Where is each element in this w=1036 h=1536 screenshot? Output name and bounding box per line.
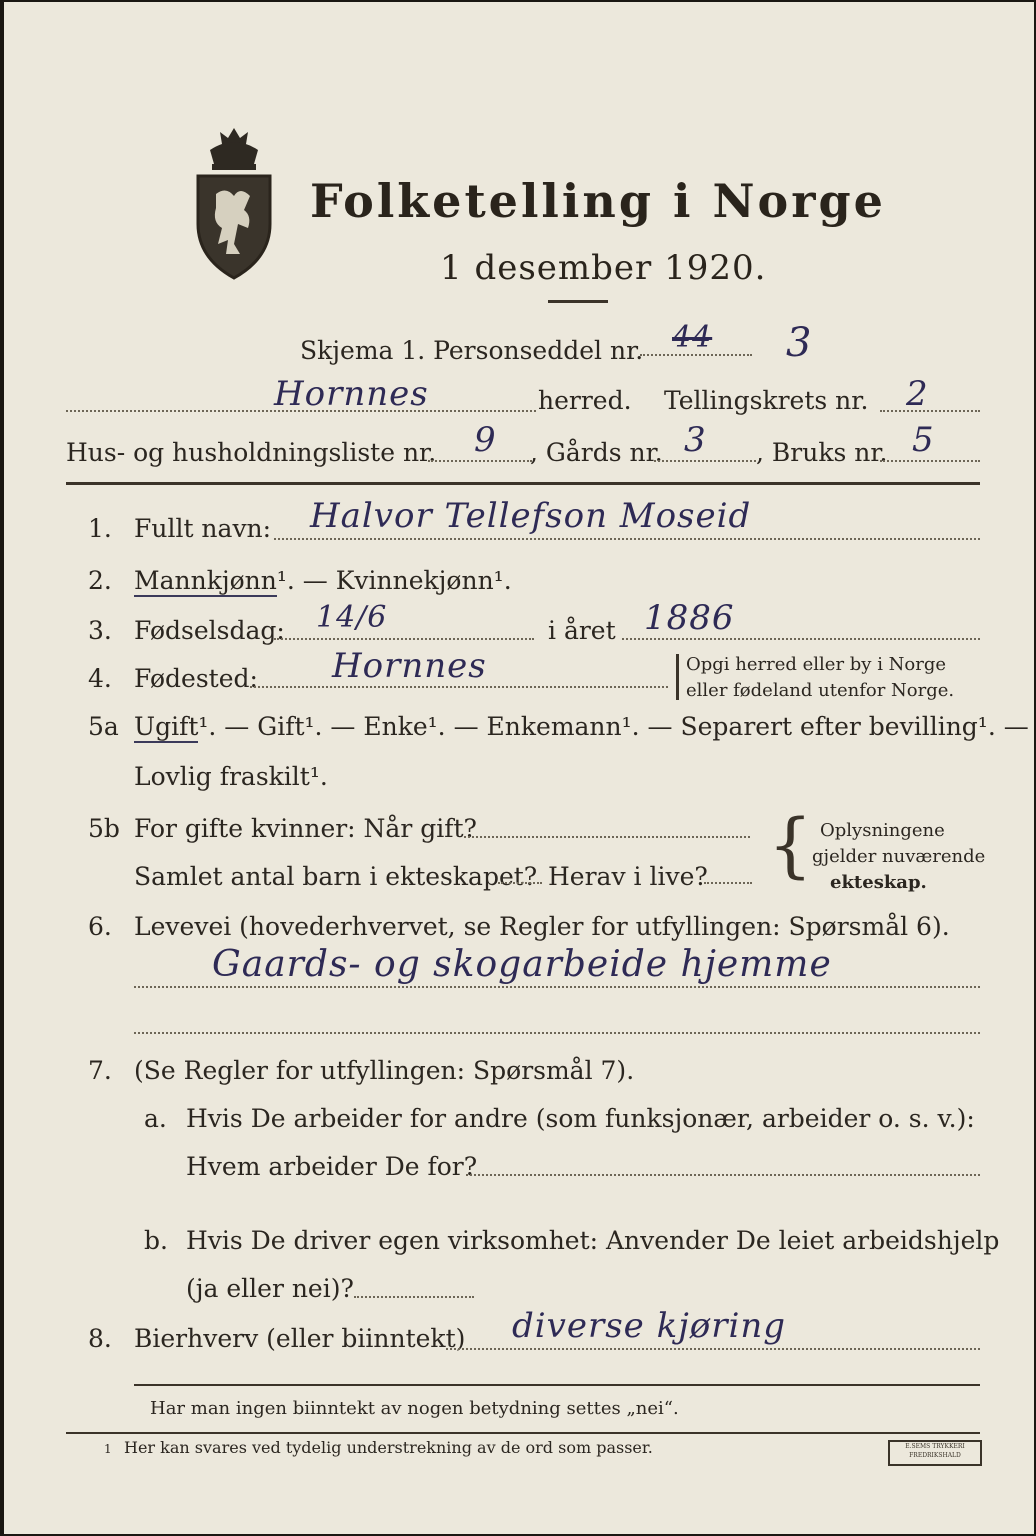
q7b-line1: Hvis De driver egen virksomhet: Anvender De leiet arbeidshjelp — [186, 1226, 1000, 1255]
schema-label: Skjema 1. Personseddel nr. — [300, 336, 644, 365]
q7-label: (Se Regler for utfyllingen: Spørsmål 7). — [134, 1056, 635, 1085]
q8-side-income-value: diverse kjøring — [512, 1306, 787, 1346]
gards-dotted-line — [654, 460, 756, 462]
q6-dotted-line-1 — [134, 986, 980, 988]
household-value: 9 — [474, 420, 497, 460]
q5b-note-line3: ekteskap. — [830, 872, 927, 893]
norway-coat-of-arms-icon — [186, 124, 282, 284]
q4-label: Fødested: — [134, 664, 258, 693]
q4-number: 4. — [88, 664, 112, 693]
header-divider — [66, 482, 980, 485]
printer-stamp-line2: FREDRIKSHALD — [909, 1452, 961, 1459]
q4-note-line1: Opgi herred eller by i Norge — [686, 654, 947, 675]
footnote-text: Her kan svares ved tydelig understrekning av de ord som passer. — [124, 1438, 653, 1457]
tellingskrets-value: 2 — [906, 374, 929, 414]
q5b-line1: For gifte kvinner: Når gift? — [134, 814, 477, 843]
q6-label: Levevei (hovederhvervet, se Regler for utfyllingen: Spørsmål 6). — [134, 912, 950, 941]
printer-stamp-line1: E.SEMS TRYKKERI — [905, 1443, 965, 1450]
q7b-line2: (ja eller nei)? — [186, 1274, 354, 1303]
q6-number: 6. — [88, 912, 112, 941]
footer-divider — [134, 1384, 980, 1386]
title-divider — [548, 300, 608, 303]
bruks-dotted-line — [880, 460, 980, 462]
household-label: Hus- og husholdningsliste nr. — [66, 438, 437, 467]
form-title: Folketelling i Norge — [310, 174, 886, 228]
q7a-line2: Hvem arbeider De for? — [186, 1152, 478, 1181]
q5b-note-line1: Oplysningene — [820, 820, 945, 841]
q7a-dotted-line — [466, 1174, 980, 1176]
q4-dotted-line — [250, 686, 668, 688]
q1-number: 1. — [88, 514, 112, 543]
footnote-divider — [66, 1432, 980, 1434]
q7b-letter: b. — [144, 1226, 168, 1255]
herred-value: Hornnes — [274, 374, 429, 414]
q6-occupation-value: Gaards- og skogarbeide hjemme — [212, 944, 832, 985]
q1-label: Fullt navn: — [134, 514, 272, 543]
q5a-marital-options — [134, 712, 1029, 741]
q3-number: 3. — [88, 616, 112, 645]
q2-sex-options — [134, 566, 512, 595]
q3-year-dotted-line — [622, 638, 980, 640]
gards-label: , Gårds nr. — [530, 438, 663, 467]
q2-separator: ¹. — — [276, 566, 336, 595]
q1-full-name: Halvor Tellefson Moseid — [310, 496, 752, 536]
footnote-mark: 1 — [104, 1442, 112, 1456]
q3-year-value: 1886 — [644, 598, 735, 638]
schema-value: 3 — [786, 320, 813, 366]
q3-year-label: i året — [548, 616, 616, 645]
census-date: 1 desember 1920. — [440, 248, 767, 288]
gards-value: 3 — [684, 420, 707, 460]
q5b-note-brace: { — [768, 804, 813, 886]
q2-number: 2. — [88, 566, 112, 595]
bruks-value: 5 — [912, 420, 935, 460]
tellingskrets-dotted-line — [880, 410, 980, 412]
q6-dotted-line-2 — [134, 1032, 980, 1034]
q5a-number: 5a — [88, 712, 119, 741]
census-form-sheet — [4, 2, 1034, 1534]
q8-number: 8. — [88, 1324, 112, 1353]
q3-birthday-dotted-line — [274, 638, 534, 640]
printer-stamp — [888, 1440, 982, 1466]
q5a-ugift-underlined: Ugift — [134, 712, 199, 741]
q1-dotted-line — [274, 538, 980, 540]
q5a-other-options: ¹. — Gift¹. — Enke¹. — Enkemann¹. — Separert efter bevilling¹. — — [198, 712, 1029, 741]
household-dotted-line — [428, 460, 532, 462]
q4-note-line2: eller fødeland utenfor Norge. — [686, 680, 955, 701]
q4-note-bracket — [676, 654, 679, 700]
q8-dotted-line — [446, 1348, 980, 1350]
q5b-alive-label: Herav i live? — [548, 862, 708, 891]
q4-birthplace-value: Hornnes — [332, 646, 487, 686]
q7a-line1: Hvis De arbeider for andre (som funksjonær, arbeider o. s. v.): — [186, 1104, 975, 1133]
q5a-line2: Lovlig fraskilt¹. — [134, 762, 328, 791]
q5b-children-dotted-line — [498, 882, 542, 884]
q5b-number: 5b — [88, 814, 120, 843]
tellingskrets-label: Tellingskrets nr. — [664, 386, 869, 415]
q5b-alive-dotted-line — [704, 882, 752, 884]
q3-birthday-value: 14/6 — [316, 600, 388, 635]
bruks-label: , Bruks nr. — [756, 438, 888, 467]
q5b-married-dotted-line — [464, 836, 750, 838]
q7b-dotted-line — [354, 1296, 474, 1298]
schema-struck-value: 44 — [672, 320, 713, 355]
q5b-children-label: Samlet antal barn i ekteskapet? — [134, 862, 538, 891]
q7a-letter: a. — [144, 1104, 167, 1133]
q5b-note-line2: gjelder nuværende — [812, 846, 986, 867]
footer-note: Har man ingen biinntekt av nogen betydning settes „nei“. — [150, 1398, 679, 1419]
q3-label: Fødselsdag: — [134, 616, 285, 645]
q8-label: Bierhverv (eller biinntekt) — [134, 1324, 466, 1353]
q2-male-underlined: Mannkjønn — [134, 566, 277, 595]
herred-label: herred. — [538, 386, 632, 415]
q7-number: 7. — [88, 1056, 112, 1085]
q2-female: Kvinnekjønn¹. — [335, 566, 512, 595]
